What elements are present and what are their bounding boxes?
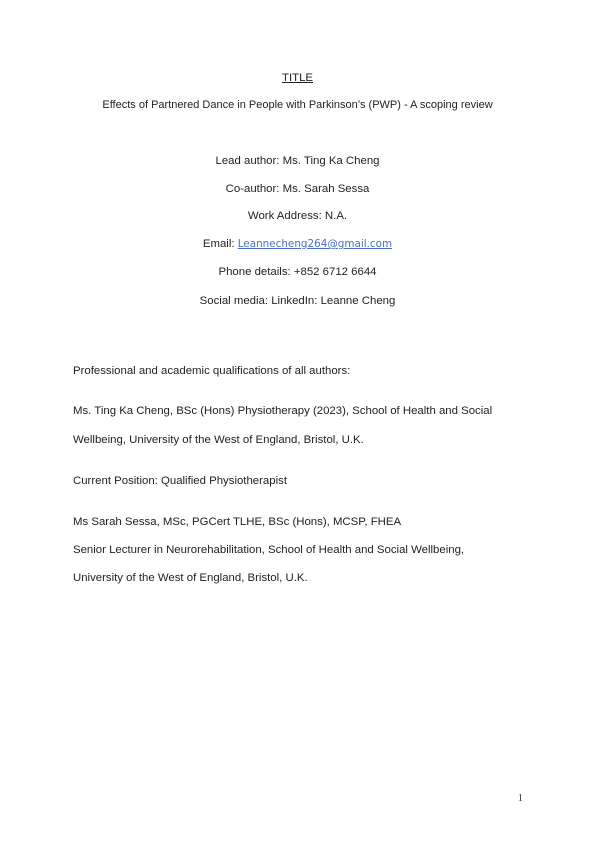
page-number: 1 bbox=[517, 793, 523, 804]
email-line bbox=[0, 238, 595, 250]
author2-qualification-line3: University of the West of England, Bristol, U.K. bbox=[73, 572, 308, 584]
email-link[interactable]: Leannecheng264@gmail.com bbox=[237, 238, 393, 250]
document-title: TITLE bbox=[281, 72, 313, 84]
social-media: Social media: LinkedIn: Leanne Cheng bbox=[199, 295, 396, 307]
author2-qualification-line1: Ms Sarah Sessa, MSc, PGCert TLHE, BSc (Hons), MCSP, FHEA bbox=[73, 516, 402, 528]
author1-qualification-line2: Wellbeing, University of the West of England, Bristol, U.K. bbox=[73, 434, 364, 446]
current-position: Current Position: Qualified Physiotherapist bbox=[73, 475, 287, 487]
work-address: Work Address: N.A. bbox=[247, 210, 348, 222]
co-author: Co-author: Ms. Sarah Sessa bbox=[225, 183, 370, 195]
email-label: Email: bbox=[202, 238, 238, 250]
phone-details: Phone details: +852 6712 6644 bbox=[218, 266, 377, 278]
document-subtitle: Effects of Partnered Dance in People with Parkinson’s (PWP) - A scoping review bbox=[102, 99, 493, 111]
lead-author: Lead author: Ms. Ting Ka Cheng bbox=[215, 155, 380, 167]
author1-qualification-line1: Ms. Ting Ka Cheng, BSc (Hons) Physiotherapy (2023), School of Health and Social bbox=[73, 405, 493, 417]
qualifications-heading: Professional and academic qualifications of all authors: bbox=[73, 365, 351, 377]
author2-qualification-line2: Senior Lecturer in Neurorehabilitation, School of Health and Social Wellbeing, bbox=[73, 544, 465, 556]
